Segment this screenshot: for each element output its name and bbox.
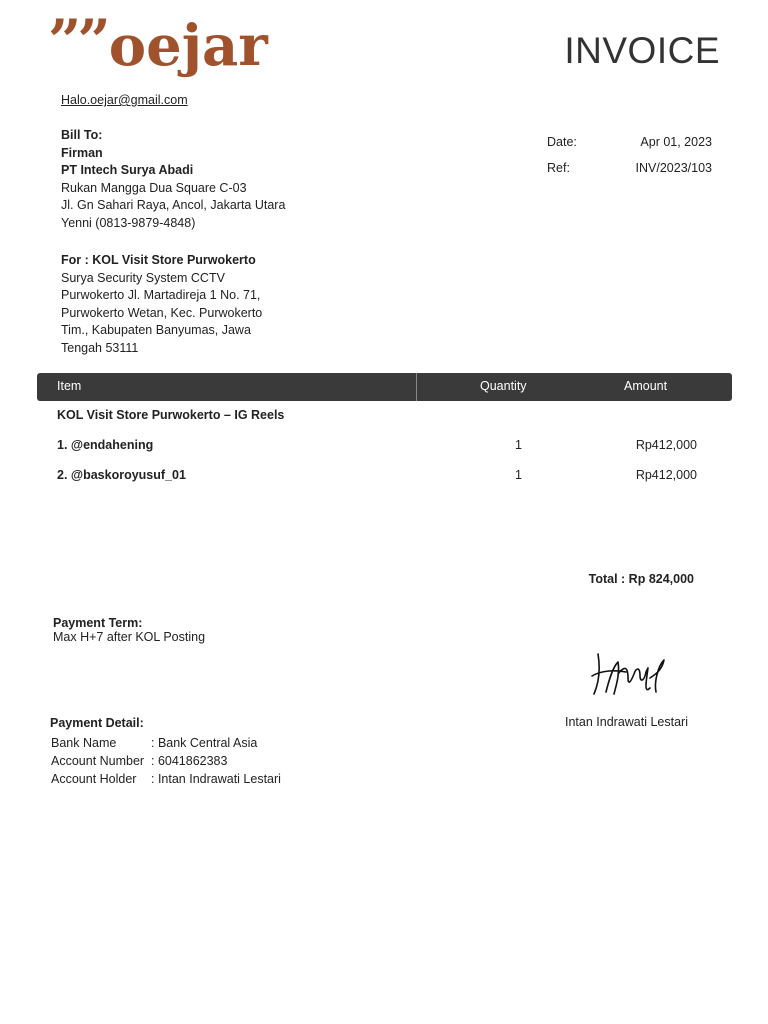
row-quantity: 1 [515,438,522,452]
bank-label: Bank Name [51,736,117,750]
column-divider [416,373,417,401]
row-quantity: 1 [515,468,522,482]
column-header-amount: Amount [624,379,668,393]
bank-value: : Bank Central Asia [151,736,258,750]
ref-label: Ref: [547,161,570,175]
payment-term-text: Max H+7 after KOL Posting [53,630,206,644]
bill-to-line: Jl. Gn Sahari Raya, Ancol, Jakarta Utara [61,198,286,212]
row-amount: Rp412,000 [635,468,697,482]
table-row [57,468,697,488]
bill-to-heading: Bill To: [61,128,103,142]
bill-to-line: Yenni (0813-9879-4848) [61,215,196,230]
bank-value: : 6041862383 [151,754,228,768]
invoice-meta [547,135,712,187]
bank-row [51,754,281,772]
bank-label: Account Number [51,754,145,768]
for-line: Purwokerto Wetan, Kec. Purwokerto [61,305,263,320]
for-line: Tengah 53111 [61,340,139,355]
bill-to-company: PT Intech Surya Abadi [61,163,194,177]
bank-row [51,772,281,790]
row-amount: Rp412,000 [635,438,697,452]
bank-details [51,736,281,790]
brand-logo [48,7,268,82]
for-line: Surya Security System CCTV [61,270,225,285]
ref-row [547,161,712,187]
payment-term-heading: Payment Term: [53,616,143,630]
signatory-name: Intan Indrawati Lestari [565,715,688,729]
for-line: Tim., Kabupaten Banyumas, Jawa [61,323,251,337]
quote-mark-icon: ” [77,7,107,75]
bank-row [51,736,281,754]
row-item: 1. @endahening [57,438,154,452]
invoice-total: Total : Rp 824,000 [588,572,694,586]
for-line: Purwokerto Jl. Martadireja 1 No. 71, [61,288,261,302]
bill-to-line: Rukan Mangga Dua Square C-03 [61,180,247,195]
column-header-quantity: Quantity [480,379,527,393]
payment-detail-heading: Payment Detail: [50,716,144,730]
column-header-item: Item [57,379,82,393]
table-section-title: KOL Visit Store Purwokerto – IG Reels [57,408,285,422]
ref-value: INV/2023/103 [635,161,712,175]
table-header [37,373,732,401]
bank-label: Account Holder [51,772,137,786]
signature-icon [588,648,668,705]
for-heading: For : KOL Visit Store Purwokerto [61,253,256,267]
for-block [61,252,262,357]
bank-value: : Intan Indrawati Lestari [151,772,281,786]
date-value: Apr 01, 2023 [640,135,712,149]
invoice-title: INVOICE [564,30,720,71]
date-row [547,135,712,161]
brand-name: oejar [108,13,268,79]
contact-email-link[interactable]: Halo.oejar@gmail.com [61,93,188,107]
row-item: 2. @baskoroyusuf_01 [57,468,186,482]
date-label: Date: [547,135,577,149]
table-row [57,438,697,458]
quote-mark-icon: ” [48,7,78,75]
payment-term [53,616,205,644]
bill-to-name: Firman [61,145,103,160]
bill-to-block [61,127,285,232]
